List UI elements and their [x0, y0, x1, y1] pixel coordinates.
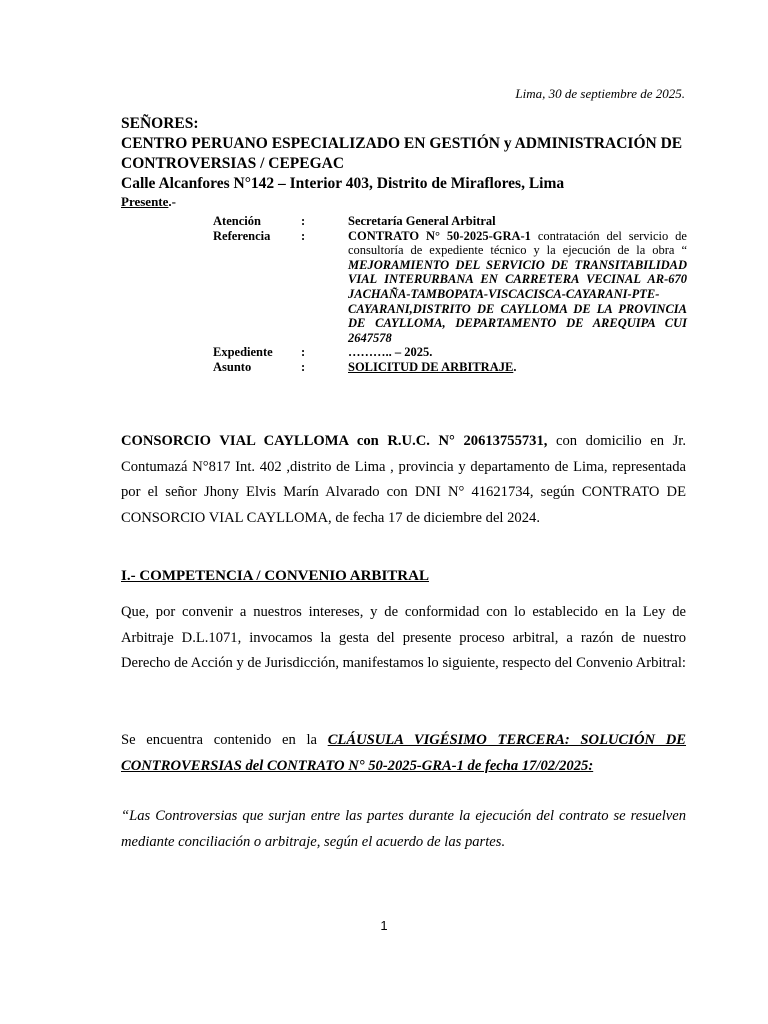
- presente-suffix: .-: [168, 194, 176, 209]
- presente-text: Presente: [121, 194, 169, 209]
- expediente-row: [213, 345, 687, 360]
- page-number: 1: [380, 918, 388, 933]
- colon: :: [301, 214, 306, 228]
- referencia-description: contratación del servicio de consultoría de expediente técnico y la ejecución de la obra “: [348, 228, 687, 258]
- section-title: I.- COMPETENCIA / CONVENIO ARBITRAL: [121, 568, 429, 584]
- presente-line: [121, 194, 691, 210]
- organization-line-1: CENTRO PERUANO ESPECIALIZADO EN GESTIÓN y ADMINISTRACIÓN DE: [121, 135, 683, 152]
- asunto-suffix: .: [513, 359, 517, 374]
- colon: :: [301, 345, 306, 360]
- quoted-clause: “Las Controversias que surjan entre las partes durante la ejecución del contrato se resuelven mediante conciliación o arbitraje, según el acuerdo de las partes.: [121, 808, 686, 850]
- addressee-block: [121, 114, 691, 210]
- paragraph-clause: [121, 728, 686, 779]
- clause-reference: CLÁUSULA VIGÉSIMO TERCERA: SOLUCIÓN DE CONTROVERSIAS del CONTRATO N° 50-2025-GRA-1 de fecha 17/02/2025:: [121, 732, 687, 774]
- expediente-value: ……….. – 2025.: [348, 345, 433, 360]
- atencion-row: [213, 214, 687, 229]
- atencion-value: Secretaría General Arbitral: [348, 214, 496, 228]
- referencia-value: [348, 229, 687, 346]
- asunto-row: [213, 360, 687, 375]
- applicant-details: con domicilio en Jr. Contumazá N°817 Int. 402 ,distrito de Lima , provincia y departamento de Lima, representada por el señor Jhony Elvis Marín Alvarado con DNI N° 41621734, según CONTRATO DE CONSORCIO VIAL CAYLLOMA, de fecha 17 de diciembre del 2024.: [121, 433, 686, 526]
- atencion-label: Atención: [213, 214, 261, 228]
- document-date: Lima, 30 de septiembre de 2025.: [515, 86, 685, 101]
- salutation: SEÑORES:: [121, 115, 199, 132]
- organization-line-2: CONTROVERSIAS / CEPEGAC: [121, 155, 345, 172]
- asunto-text: SOLICITUD DE ARBITRAJE: [348, 359, 514, 374]
- applicant-company: CONSORCIO VIAL CAYLLOMA con R.U.C. N° 20613755731,: [121, 433, 548, 449]
- referencia-obra: MEJORAMIENTO DEL SERVICIO DE TRANSITABILIDAD VIAL INTERURBANA EN CARRETERA VECINAL AR-670 JACHAÑA-TAMBOPATA-VISCACISCA-CAYARANI-PTE-CAYARANI,DISTRITO DE CAYLLOMA DE LA PROVINCIA DE CAYLLOMA, DEPARTAMENTO DE AREQUIPA CUI 2647578: [348, 257, 687, 345]
- clause-intro: Se encuentra contenido en la: [121, 732, 328, 748]
- paragraph-competence: Que, por convenir a nuestros intereses, y de conformidad con lo establecido en la Ley de Arbitraje D.L.1071, invocamos la gesta del presente proceso arbitral, a razón de nuestro Derecho de Acción y de Jurisdicción, manifestamos lo siguiente, respecto del Convenio Arbitral:: [121, 604, 686, 671]
- colon: :: [301, 228, 306, 243]
- referencia-row: [213, 229, 687, 346]
- reference-table: [213, 214, 687, 375]
- colon: :: [301, 359, 306, 374]
- referencia-label: Referencia: [213, 228, 271, 243]
- asunto-label: Asunto: [213, 359, 252, 374]
- asunto-value: [348, 360, 687, 375]
- expediente-label: Expediente: [213, 345, 273, 360]
- referencia-contract: CONTRATO N° 50-2025-GRA-1: [348, 228, 531, 243]
- paragraph-applicant: [121, 429, 686, 531]
- organization-address: Calle Alcanfores N°142 – Interior 403, Distrito de Miraflores, Lima: [121, 175, 565, 192]
